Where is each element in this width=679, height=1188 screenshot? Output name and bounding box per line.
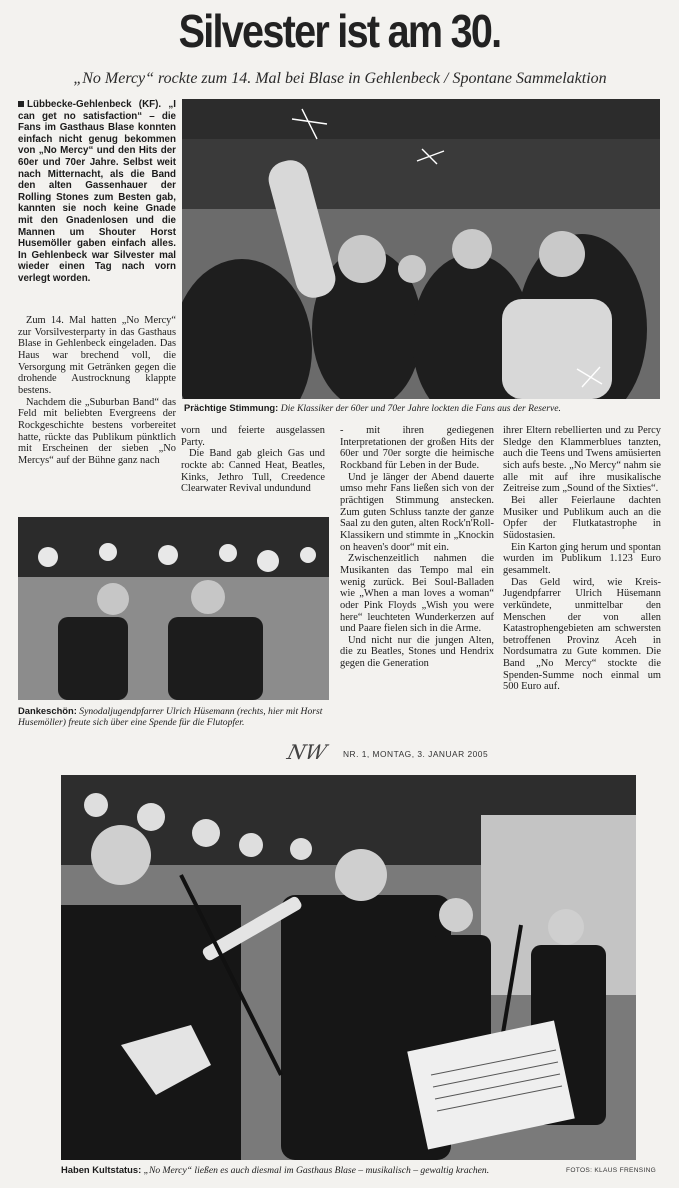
donation-photo-illustration [18,517,329,700]
lead-paragraph [18,99,176,285]
signature-nw: NW [284,740,330,764]
column-3-paragraph: - mit ihren gediegenen Interpretationen der großen Hits der 60er und 70er sorgte die heimische Rockband für Leben in der Bude. [340,425,494,471]
column-4-paragraph: Ein Karton ging herum und spontan wurden im Publikum 1.123 Euro gesammelt. [503,541,661,576]
donation-photo [18,517,329,700]
photo-2-caption-text: Synodaljugendpfarrer Ulrich Hüsemann (rechts, hier mit Horst Husemöller) freute sich über eine Spende für die Flutopfer. [18,706,323,729]
bullet-square-icon [18,101,24,107]
crowd-photo-illustration [182,99,660,399]
band-photo [61,775,636,1160]
issue-line: NR. 1, MONTAG, 3. JANUAR 2005 [343,749,489,759]
column-2-paragraph: vorn und feierte ausgelassen Party. [181,425,325,448]
column-1-body [18,315,176,467]
column-1-paragraph: Zum 14. Mal hatten „No Mercy“ zur Vorsilvesterparty in das Gasthaus Blase in Gehlenbeck eingeladen. Das Haus war brechend voll, die Versorgung mit Getränken gegen die drohende Austrocknung klappte bestens. [18,315,176,396]
headline: Silvester ist am 30. [178,5,501,57]
column-3-paragraph: Zwischenzeitlich nahmen die Musikanten das Tempo mal ein wenig zurück. Bei Soul-Balladen wie „When a man loves a woman“ oder Pink Floyds „Wish you were here“ leuchteten Wunderkerzen auf und Paare fielen sich in die Arme. [340,553,494,635]
photo-3-caption-label: Haben Kultstatus: [61,1164,142,1175]
photo-2-caption-label: Dankeschön: [18,705,77,716]
column-4-paragraph: ihrer Eltern rebellierten und zu Percy Sledge den Klammerblues tanzten, auch die Teens und Twens amüsierten sich aufs beste. „No Mercy“ nahm sie alle mit auf ihre musikalische Zeitreise zum „Sound of the Sixties“. [503,425,661,495]
column-2-body [181,425,325,495]
column-4-paragraph: Das Geld wird, wie Kreis-Jugendpfarrer Ulrich Hüsemann verkündete, unmittelbar den Menschen der von allen Katastrophengebieten am schwersten betroffenen Provinz Aceh in Nordsumatra zu Gute kommen. Die Band „No Mercy“ stockte die Spenden-Summe noch einmal um 500 Euro auf. [503,576,661,693]
column-3-paragraph: Und nicht nur die jungen Alten, die zu Beatles, Stones und Hendrix gegen die Generation [340,634,494,670]
photo-1-caption [184,402,664,414]
column-4-body [503,425,661,693]
column-1-paragraph: Nachdem die „Suburban Band“ das Feld mit beliebten Evergreens der Rockgeschichte bestens vorbereitet hatte, rückte das Publikum pünktlich mit Erscheinen der sieben „No Mercys“ auf der Bühne ganz nach [18,396,176,466]
photo-1-caption-text: Die Klassiker der 60er und 70er Jahre lockten die Fans aus der Reserve. [280,403,561,414]
photo-credit: FOTOS: KLAUS FRENSING [566,1167,657,1174]
band-photo-illustration [61,775,636,1160]
photo-1-caption-label: Prächtige Stimmung: [184,402,279,413]
photo-2-caption [18,705,333,729]
lead-text: Lübbecke-Gehlenbeck (KF). „I can get no satisfaction“ – die Fans im Gasthaus Blase konnten einfach nicht genug bekommen von „No Mercy“ und den Hits der 60er und 70er Jahre. Selbst weit nach Mitternacht, als die Band den alten Gassenhauer der Rolling Stones zum Besten gab, kannten sie noch keine Gnade mit den Gnadenlosen und die Mannen um Shouter Horst Husemöller gaben einfach alles. In Gehlenbeck war Silvester mal wieder einen Tag nach vorn verlegt worden. [18,99,176,284]
column-3-paragraph: Und je länger der Abend dauerte umso mehr Fans ließen sich von der prächtigen Stimmung anstecken. Zum guten Schluss tanzte der ganze Saal zu den guten, alten Rock'n'Roll-Klassikern und stimmte in „Knockin on heaven's door“ mit ein. [340,471,494,553]
column-4-paragraph: Bei aller Feierlaune dachten Musiker und Publikum auch an die Opfer der Flutkatastrophe in Südostasien. [503,494,661,541]
column-2-paragraph: Die Band gab gleich Gas und rockte ab: Canned Heat, Beatles, Kinks, Jethro Tull, Creedence Clearwater Revival undundund [181,448,325,495]
crowd-photo [182,99,660,399]
photo-3-caption [61,1164,566,1176]
photo-3-caption-text: „No Mercy“ ließen es auch diesmal im Gasthaus Blase – musikalisch – gewaltig krachen. [143,1165,490,1176]
subheadline: „No Mercy“ rockte zum 14. Mal bei Blase in Gehlenbeck / Spontane Sammelaktion [73,70,607,87]
column-3-body [340,425,494,670]
